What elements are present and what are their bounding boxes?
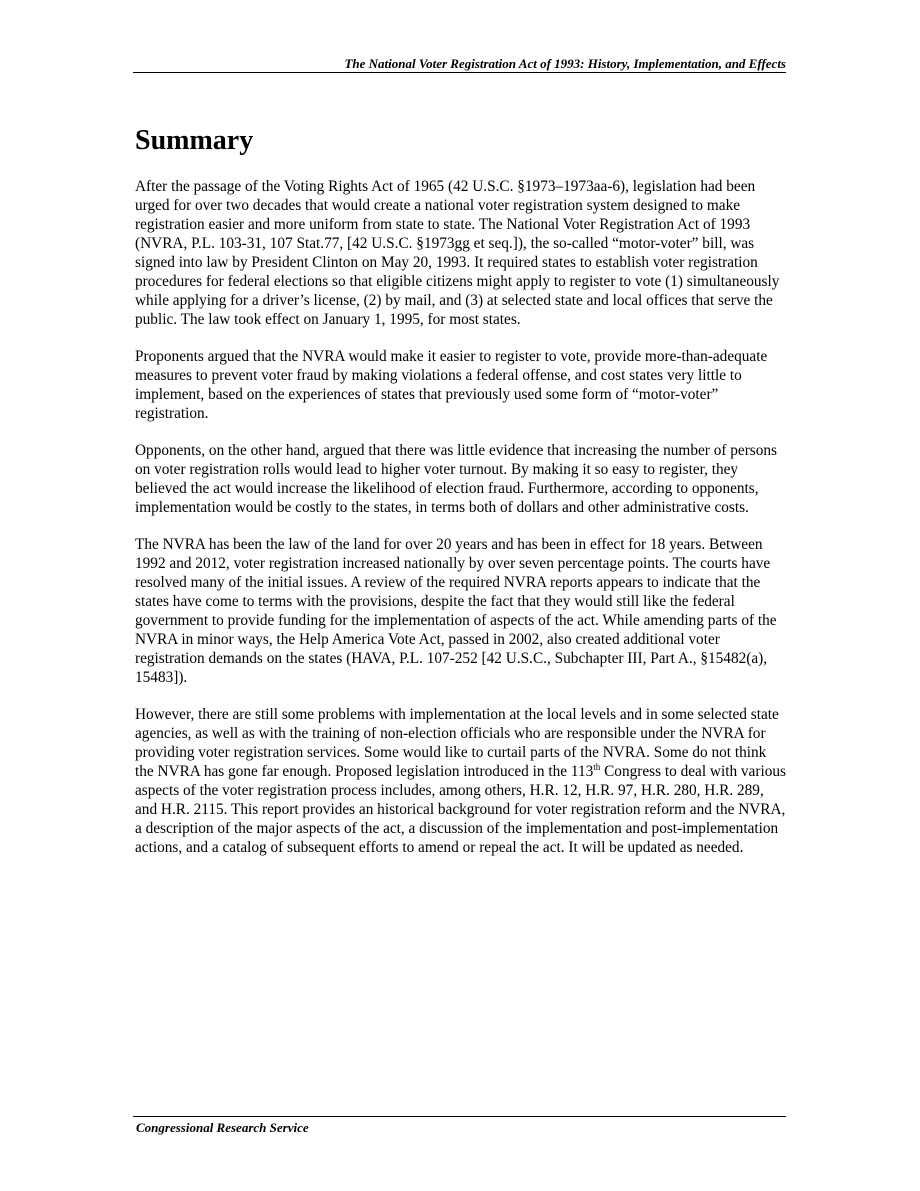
footer-divider [133, 1116, 786, 1117]
summary-body [135, 177, 787, 857]
paragraph-5-text-end: Congress to deal with various aspects of the voter registration process includes, among others, H.R. 12, H.R. 97, H.R. 280, H.R. 289, and H.R. 2115. This report provides an historical background for voter registration reform and the NVRA, a description of the major aspects of the act, a discussion of the implementation and post-implementation actions, and a catalog of subsequent efforts to amend or repeal the act. It will be updated as needed. [135, 763, 786, 856]
summary-paragraph-1: After the passage of the Voting Rights Act of 1965 (42 U.S.C. §1973–1973aa-6), legislation had been urged for over two decades that would create a national voter registration system designed to make registration easier and more uniform from state to state. The National Voter Registration Act of 1993 (NVRA, P.L. 103-31, 107 Stat.77, [42 U.S.C. §1973gg et seq.]), the so-called “motor-voter” bill, was signed into law by President Clinton on May 20, 1993. It required states to establish voter registration procedures for federal elections so that eligible citizens might apply to register to vote (1) simultaneously while applying for a driver’s license, (2) by mail, and (3) at selected state and local offices that serve the public. The law took effect on January 1, 1995, for most states. [135, 178, 780, 328]
summary-paragraph-3: Opponents, on the other hand, argued that there was little evidence that increasing the number of persons on voter registration rolls would lead to higher voter turnout. By making it so easy to register, they believed the act would increase the likelihood of election fraud. Furthermore, according to opponents, implementation would be costly to the states, in terms both of dollars and other administrative costs. [135, 442, 777, 516]
summary-paragraph-5 [135, 705, 787, 857]
footer-organization: Congressional Research Service [136, 1120, 309, 1135]
summary-paragraph-4: The NVRA has been the law of the land for over 20 years and has been in effect for 18 years. Between 1992 and 2012, voter registration increased nationally by over seven percentage points. The courts have resolved many of the initial issues. A review of the required NVRA reports appears to indicate that the states have come to terms with the provisions, despite the fact that they would still like the federal government to provide funding for the implementation of aspects of the act. While amending parts of the NVRA in minor ways, the Help America Vote Act, passed in 2002, also created additional voter registration demands on the states (HAVA, P.L. 107-252 [42 U.S.C., Subchapter III, Part A., §15482(a), 15483]). [135, 536, 777, 686]
page-title: Summary [135, 125, 254, 156]
ordinal-superscript: th [593, 761, 601, 772]
paragraph-5-text-start: However, there are still some problems with implementation at the local levels and in some selected state agencies, as well as with the training of non-election officials who are responsible under the NVRA for providing voter registration services. Some would like to curtail parts of the NVRA. Some do not think the NVRA has gone far enough. Proposed legislation introduced in the 113 [135, 706, 779, 780]
running-header-title: The National Voter Registration Act of 1993: History, Implementation, and Effects [344, 56, 786, 71]
header-divider [133, 72, 786, 73]
summary-paragraph-2: Proponents argued that the NVRA would make it easier to register to vote, provide more-than-adequate measures to prevent voter fraud by making violations a federal offense, and cost states very little to implement, based on the experiences of states that previously used some form of “motor-voter” registration. [135, 348, 768, 422]
